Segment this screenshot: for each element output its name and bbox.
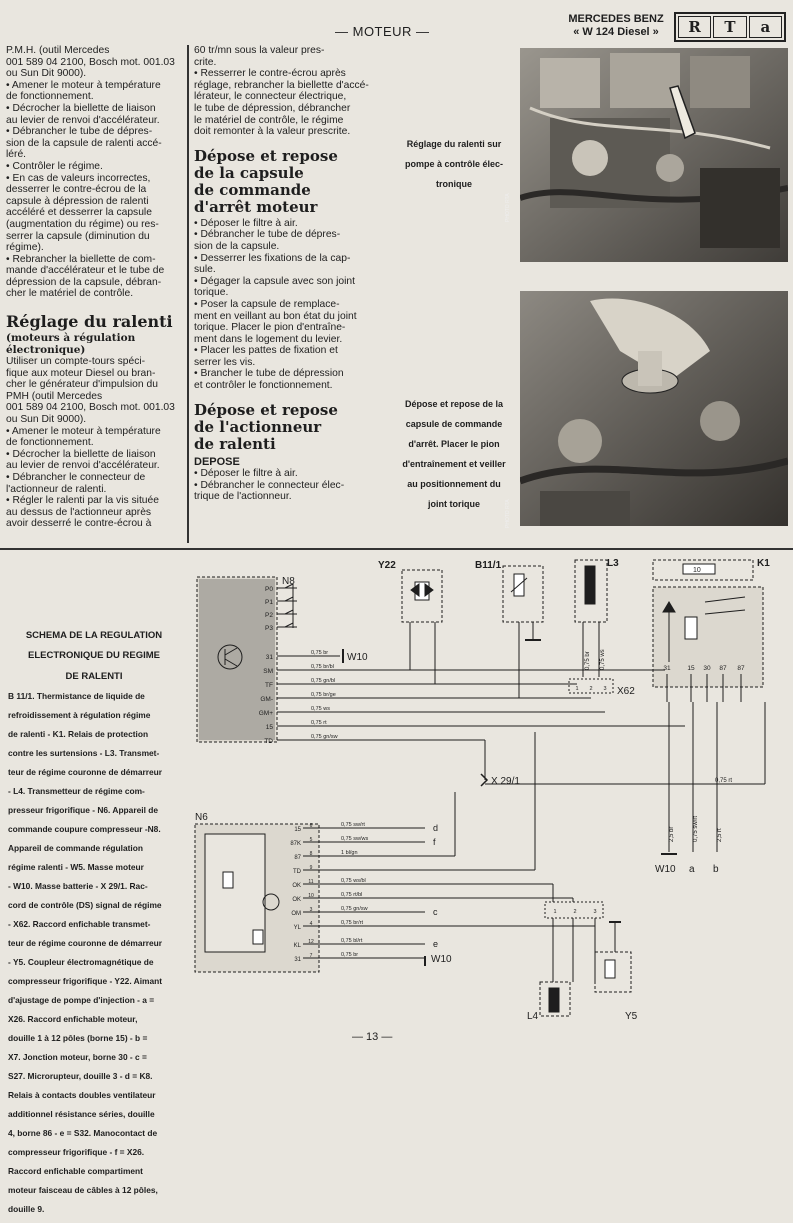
legend-line: - W10. Masse batterie - X 29/1. Rac-: [8, 880, 148, 891]
connector-pin-label: 2: [573, 909, 577, 915]
n6-pin-number: 4: [309, 921, 313, 927]
text-line: lérateur, le connecteur électrique,: [194, 91, 347, 103]
n6-pin-number: 11: [308, 879, 314, 885]
legend-line: 4, borne 86 - e = S32. Manocontact de: [8, 1127, 158, 1138]
w10-label-top: W10: [347, 652, 368, 663]
right-wire-1: 2,5 br: [669, 826, 675, 842]
photo-1-credit: PHOTO RTA: [505, 193, 511, 222]
text-line: sule.: [194, 264, 216, 276]
text-line: • Débrancher le tube de dépres-: [194, 229, 341, 241]
photo-1-image: [520, 48, 788, 262]
x62-pin-label: 2: [589, 686, 593, 692]
caption-line: au positionnement du: [407, 479, 501, 489]
legend-title-line: DE RALENTI: [65, 670, 123, 682]
text-line: fique aux moteur Diesel ou bran-: [6, 367, 156, 379]
legend-line: moteur faisceau de câbles à 12 pôles,: [8, 1184, 158, 1195]
x29-label: X 29/1: [491, 776, 520, 787]
text-line: • Amener le moteur à température: [6, 425, 161, 437]
col2-text-block-2: [194, 218, 372, 392]
n6-letter: f: [433, 837, 436, 847]
section-title: — MOTEUR —: [335, 24, 430, 39]
n8-wire-label: 0,75 gn/sw: [311, 734, 338, 740]
n6-letter: e: [433, 939, 439, 949]
text-line: serrer les vis.: [194, 356, 256, 368]
n6-pin-number: 5: [309, 837, 313, 843]
legend-line: douille 1 à 12 pôles (borne 15) - b =: [8, 1032, 148, 1043]
legend-title-line: SCHEMA DE LA REGULATION: [25, 629, 163, 641]
n8-pin-label: 31: [265, 654, 273, 661]
text-line: cher le générateur d'impulsion du: [6, 379, 158, 391]
legend-line: compresseur frigorifique - f = X26.: [8, 1146, 145, 1157]
n6-wire-label: 0,75 ws/bl: [341, 878, 366, 884]
n6-wire-label: 0,75 sw/ws: [341, 836, 369, 842]
n6-pin-number: 6: [309, 823, 313, 829]
col2-text-block-1: [194, 45, 372, 138]
n8-wire-label: 0,75 br/ge: [311, 692, 336, 698]
k1-resistor-value: 10: [693, 567, 701, 574]
text-line: l'actionneur de ralenti.: [6, 483, 107, 495]
k1-pin-label: 31: [663, 665, 671, 672]
legend-line: - X62. Raccord enfichable transmet-: [8, 918, 151, 929]
l3-label: L3: [607, 558, 619, 569]
text-line: • Décrocher la biellette de liaison: [6, 448, 156, 460]
legend-line: refroidissement à régulation régime: [8, 709, 151, 720]
col1-text-block-2: [6, 356, 181, 530]
text-line: léré.: [6, 149, 27, 161]
n8-pin-label: P0: [265, 586, 273, 593]
legend-title-line: ELECTRONIQUE DU REGIME: [28, 650, 160, 661]
n8-pin-label: GM-: [260, 696, 273, 703]
legend-line: S27. Microrupteur, douille 3 - d = K8.: [8, 1070, 153, 1081]
legend-text: [8, 691, 180, 1214]
heading-line: d'arrêt moteur: [194, 197, 318, 216]
text-line: • Brancher le tube de dépression: [194, 368, 344, 380]
n6-pin-number: 8: [309, 851, 313, 857]
text-line: 001 589 04 2100, Bosch mot. 001.03: [6, 56, 175, 68]
text-line: torique.: [194, 287, 229, 299]
text-line: doit remonter à la valeur prescrite.: [194, 126, 351, 138]
text-line: 60 tr/mn sous la valeur pres-: [194, 45, 325, 56]
n6-wire-label: 0,75 rt/bl: [341, 892, 363, 898]
n6-pin-label: KL: [293, 943, 301, 949]
text-line: au dessus de l'actionneur après: [6, 506, 152, 518]
k1-label: K1: [757, 558, 770, 569]
legend-line: régime ralenti - W5. Masse moteur: [8, 861, 144, 872]
caption-line: capsule de commande: [405, 419, 503, 429]
text-line: 001 589 04 2100, Bosch mot. 001.03: [6, 402, 175, 414]
text-line: • Débrancher le tube de dépres-: [6, 126, 153, 138]
n6-w10-label: W10: [431, 954, 452, 965]
right-wire-3: 2,5 rt: [717, 828, 723, 842]
legend-line: Appareil de commande régulation: [8, 842, 143, 853]
text-line: • Rebrancher la biellette de com-: [6, 253, 156, 265]
n6-pin-label: 87K: [290, 841, 301, 847]
text-line: • Régler le ralenti par la vis située: [6, 495, 159, 507]
legend-line: douille 9.: [8, 1203, 45, 1214]
l3-wire-2: 0,75 ws: [600, 649, 606, 670]
legend-line: teur de régime couronne de démarreur: [8, 937, 163, 948]
n6-wire-label: 0,75 gn/sw: [341, 906, 368, 912]
heading-line: de commande: [194, 180, 311, 199]
n6-pin-number: 7: [309, 953, 313, 959]
n8-pin-label: TF: [265, 682, 273, 689]
text-line: le matériel de contrôle, le régime: [194, 114, 344, 126]
legend-line: commande coupure compresseur -N8.: [8, 823, 161, 834]
legend-line: cord de contrôle (DS) signal de régime: [8, 899, 162, 910]
x62-pin-label: 1: [575, 686, 579, 692]
n8-wire-label: 0,75 rt: [311, 720, 327, 726]
brand-block: [566, 13, 666, 39]
text-line: réglage, rebrancher la biellette d'accé-: [194, 79, 369, 91]
legend-line: de ralenti - K1. Relais de protection: [8, 728, 149, 739]
text-line: P.M.H. (outil Mercedes: [6, 45, 110, 56]
text-line: et contrôler le fonctionnement.: [194, 380, 333, 392]
legend-title: [8, 630, 180, 682]
text-line: • Resserrer le contre-écrou après: [194, 68, 346, 80]
center-connector: [545, 902, 603, 982]
n8-pin-label: 15: [265, 724, 273, 731]
text-line: • Placer les pattes de fixation et: [194, 345, 338, 357]
text-line: dépression de la capsule, débran-: [6, 276, 162, 288]
text-line: PMH (outil Mercedes: [6, 390, 103, 402]
subheading-depose: DEPOSE: [194, 455, 240, 468]
text-line: capsule à dépression de ralenti: [6, 195, 149, 207]
caption-line: tronique: [436, 179, 472, 189]
k1-pin-label: 30: [703, 665, 711, 672]
text-line: ou Sun Dit 9000).: [6, 414, 87, 426]
y22-label: Y22: [378, 560, 396, 571]
n6-pin-number: 9: [309, 865, 313, 871]
legend-line: teur de régime couronne de démarreur: [8, 766, 163, 777]
brand-line-2: « W 124 Diesel »: [573, 26, 659, 38]
y5-label: Y5: [625, 1011, 638, 1022]
n6-pin-number: 3: [309, 907, 313, 913]
bottom-label-a: a: [689, 864, 695, 875]
x62-pin-label: 3: [603, 686, 607, 692]
column-1: [6, 45, 181, 530]
photo-1-caption: [392, 130, 516, 199]
text-line: • Contrôler le régime.: [6, 160, 103, 172]
text-line: de fonctionnement.: [6, 437, 94, 449]
n8-wire-label: 0,75 gn/bl: [311, 678, 336, 684]
text-line: • En cas de valeurs incorrectes,: [6, 172, 151, 184]
x29-connector: [481, 774, 520, 787]
n6-letter: d: [433, 823, 439, 833]
n6-pin-number: 12: [308, 939, 314, 945]
text-line: • Déposer le filtre à air.: [194, 217, 298, 229]
b11-unit: [475, 560, 543, 630]
legend-line: B 11/1. Thermistance de liquide de: [8, 691, 145, 701]
legend-line: presseur frigorifique - N6. Appareil de: [8, 804, 159, 815]
b11-label: B11/1: [475, 560, 502, 571]
heading-line: de la capsule: [194, 163, 304, 182]
n6-pin-label: OM: [291, 911, 301, 917]
legend-line: Raccord enfichable compartiment: [8, 1165, 143, 1176]
x62-connector: [569, 679, 635, 697]
text-line: Utiliser un compte-tours spéci-: [6, 356, 146, 368]
legend-line: additionnel résistance séries, douille: [8, 1108, 155, 1119]
n6-wire-label: 0,75 br/rt: [341, 920, 364, 926]
n6-wire-label: 0,75 br: [341, 952, 359, 958]
subheading-moteurs: (moteurs à régulation: [6, 332, 136, 345]
photo-2-credit: PHOTO RTA: [505, 499, 511, 528]
col1-text-block-1: [6, 45, 181, 300]
heading-line: de l'actionneur: [194, 417, 322, 436]
legend-line: - Y5. Coupleur électromagnétique de: [8, 956, 154, 967]
page-number: — 13 —: [352, 1031, 393, 1043]
subheading-electronique: électronique): [6, 344, 86, 357]
logo-letter-r: R: [678, 16, 711, 38]
n8-pin-label: P1: [265, 599, 273, 606]
col2-text-block-3: [194, 468, 372, 503]
right-wire-2: 0,75 sw/rt: [693, 815, 699, 842]
text-line: torique. Placer le pion d'entraîne-: [194, 322, 346, 334]
n8-pin-label: GM+: [258, 710, 273, 717]
n6-unit: [195, 732, 595, 972]
legend-line: X26. Raccord enfichable moteur,: [8, 1013, 138, 1024]
caption-line: d'arrêt. Placer le pion: [408, 439, 500, 449]
photo-2: [520, 291, 788, 526]
caption-line: Dépose et repose de la: [404, 399, 504, 409]
text-line: crite.: [194, 56, 217, 68]
caption-line: d'entraînement et veiller: [402, 459, 506, 469]
n6-wire-label: 1 bl/gn: [341, 850, 358, 856]
photo-2-caption: [392, 390, 516, 519]
text-line: trique de l'actionneur.: [194, 491, 292, 503]
n8-pin-label: P2: [265, 612, 273, 619]
n8-pin-label: SM: [263, 668, 273, 675]
n6-pin-label: YL: [293, 925, 301, 931]
text-line: serrer la capsule (diminution du: [6, 230, 150, 242]
n6-pin-number: 10: [308, 893, 314, 899]
n8-wire-label: 0,75 br/bl: [311, 664, 334, 670]
text-line: • Déposer le filtre à air.: [194, 468, 298, 480]
text-line: au levier de renvoi d'accélérateur.: [6, 114, 160, 126]
logo-letter-t: T: [713, 16, 746, 38]
n6-label: N6: [195, 812, 208, 823]
l4-label: L4: [527, 1011, 539, 1022]
right-wires: [655, 702, 723, 875]
text-line: ou Sun Dit 9000).: [6, 68, 87, 80]
wire-segment: [285, 610, 293, 614]
text-line: • Débrancher le connecteur élec-: [194, 479, 345, 491]
logo-letter-a: a: [749, 16, 782, 38]
rta-logo: [674, 12, 786, 42]
n6-pin-label: OK: [292, 883, 301, 889]
text-line: sion de la capsule de ralenti accé-: [6, 137, 162, 149]
heading-line: de ralenti: [194, 434, 276, 453]
text-line: mande d'accélérateur et le tube de: [6, 265, 165, 277]
k1-unit: [653, 558, 770, 702]
text-line: cher le matériel de contrôle.: [6, 288, 134, 300]
legend-line: compresseur frigorifique - Y22. Aimant: [8, 975, 163, 986]
n6-pin-label: OK: [292, 897, 301, 903]
k1-pin-label: 87: [719, 665, 727, 672]
heading-line: Dépose et repose: [194, 146, 338, 165]
n6-pin-label: 31: [294, 957, 301, 963]
wire-segment: [285, 597, 293, 601]
n8-label: N8: [282, 576, 295, 587]
legend-line: d'ajustage de pompe d'injection - a =: [8, 994, 155, 1005]
y22-unit: [378, 560, 442, 630]
legend-block: [8, 620, 180, 1223]
wiring-diagram: [185, 552, 790, 1022]
n6-wire-label: 0,75 bl/rt: [341, 938, 363, 944]
text-line: ment en veillant au bon état du joint: [194, 310, 357, 322]
n6-pin-label: 87: [294, 855, 301, 861]
caption-line: Réglage du ralenti sur: [406, 139, 502, 149]
legend-line: X7. Jonction moteur, borne 30 - c =: [8, 1051, 147, 1062]
text-line: • Poser la capsule de remplace-: [194, 298, 340, 310]
heading-depose-capsule: [194, 148, 372, 216]
text-line: (augmentation du régime) ou res-: [6, 218, 159, 230]
l3-unit: [575, 558, 619, 677]
text-line: • Desserrer les fixations de la cap-: [194, 252, 351, 264]
caption-line: joint torique: [428, 499, 480, 509]
column-divider: [187, 45, 189, 543]
column-2: [194, 45, 372, 503]
n6-wire-label: 0,75 sw/rt: [341, 822, 365, 828]
text-line: de fonctionnement.: [6, 91, 94, 103]
brand-line-1: MERCEDES BENZ: [568, 13, 664, 25]
text-line: sion de la capsule.: [194, 240, 280, 252]
n8-wire-label: 0,75 ws: [311, 706, 330, 712]
n8-unit: [197, 576, 338, 745]
text-line: • Amener le moteur à température: [6, 79, 161, 91]
text-line: régime).: [6, 242, 44, 254]
l3-wire-1: 0,75 br: [585, 651, 591, 670]
photo-2-image: [520, 291, 788, 526]
text-line: ment dans le logement du levier.: [194, 333, 343, 345]
n8-pin-label: TD: [264, 738, 273, 745]
n8-wire-label: 0,75 br: [311, 650, 329, 656]
l4-unit: [527, 982, 570, 1022]
bottom-label-b: b: [713, 864, 719, 875]
text-line: desserrer le contre-écrou de la: [6, 184, 147, 196]
diagram-top-rule: [0, 548, 793, 550]
wire-segment: [285, 623, 293, 627]
legend-line: - L4. Transmetteur de régime com-: [8, 785, 145, 796]
y5-unit: [595, 922, 638, 1022]
connector-pin-label: 3: [593, 909, 597, 915]
legend-line: contre les surtensions - L3. Transmet-: [8, 747, 160, 758]
connector-pin-label: 1: [553, 909, 557, 915]
n6-letter: c: [433, 907, 438, 917]
text-line: avoir desserré le contre-écrou à: [6, 518, 152, 530]
k1-pin-label: 15: [687, 665, 695, 672]
heading-reglage-ralenti: Réglage du ralenti: [6, 312, 173, 332]
x62-label: X62: [617, 686, 635, 697]
legend-line: Relais à contacts doubles ventilateur: [8, 1089, 156, 1100]
heading-line: Dépose et repose: [194, 400, 338, 419]
rt-wire-label: 0,75 rt: [715, 778, 733, 784]
photo-1: [520, 48, 788, 262]
n6-pin-label: TD: [293, 869, 301, 875]
text-line: le tube de dépression, débrancher: [194, 102, 351, 114]
k1-pin-label: 87: [737, 665, 745, 672]
text-line: • Dégager la capsule avec son joint: [194, 275, 356, 287]
text-line: • Décrocher la biellette de liaison: [6, 102, 156, 114]
caption-line: pompe à contrôle élec-: [404, 159, 504, 169]
bottom-label-w10: W10: [655, 864, 676, 875]
n8-pin-label: P3: [265, 625, 273, 632]
text-line: au levier de renvoi d'accélérateur.: [6, 460, 160, 472]
n6-pin-label: 15: [294, 827, 301, 833]
text-line: • Débrancher le connecteur de: [6, 472, 146, 483]
heading-depose-actionneur: [194, 402, 372, 453]
text-line: accéléré et desserrer la capsule: [6, 207, 152, 219]
